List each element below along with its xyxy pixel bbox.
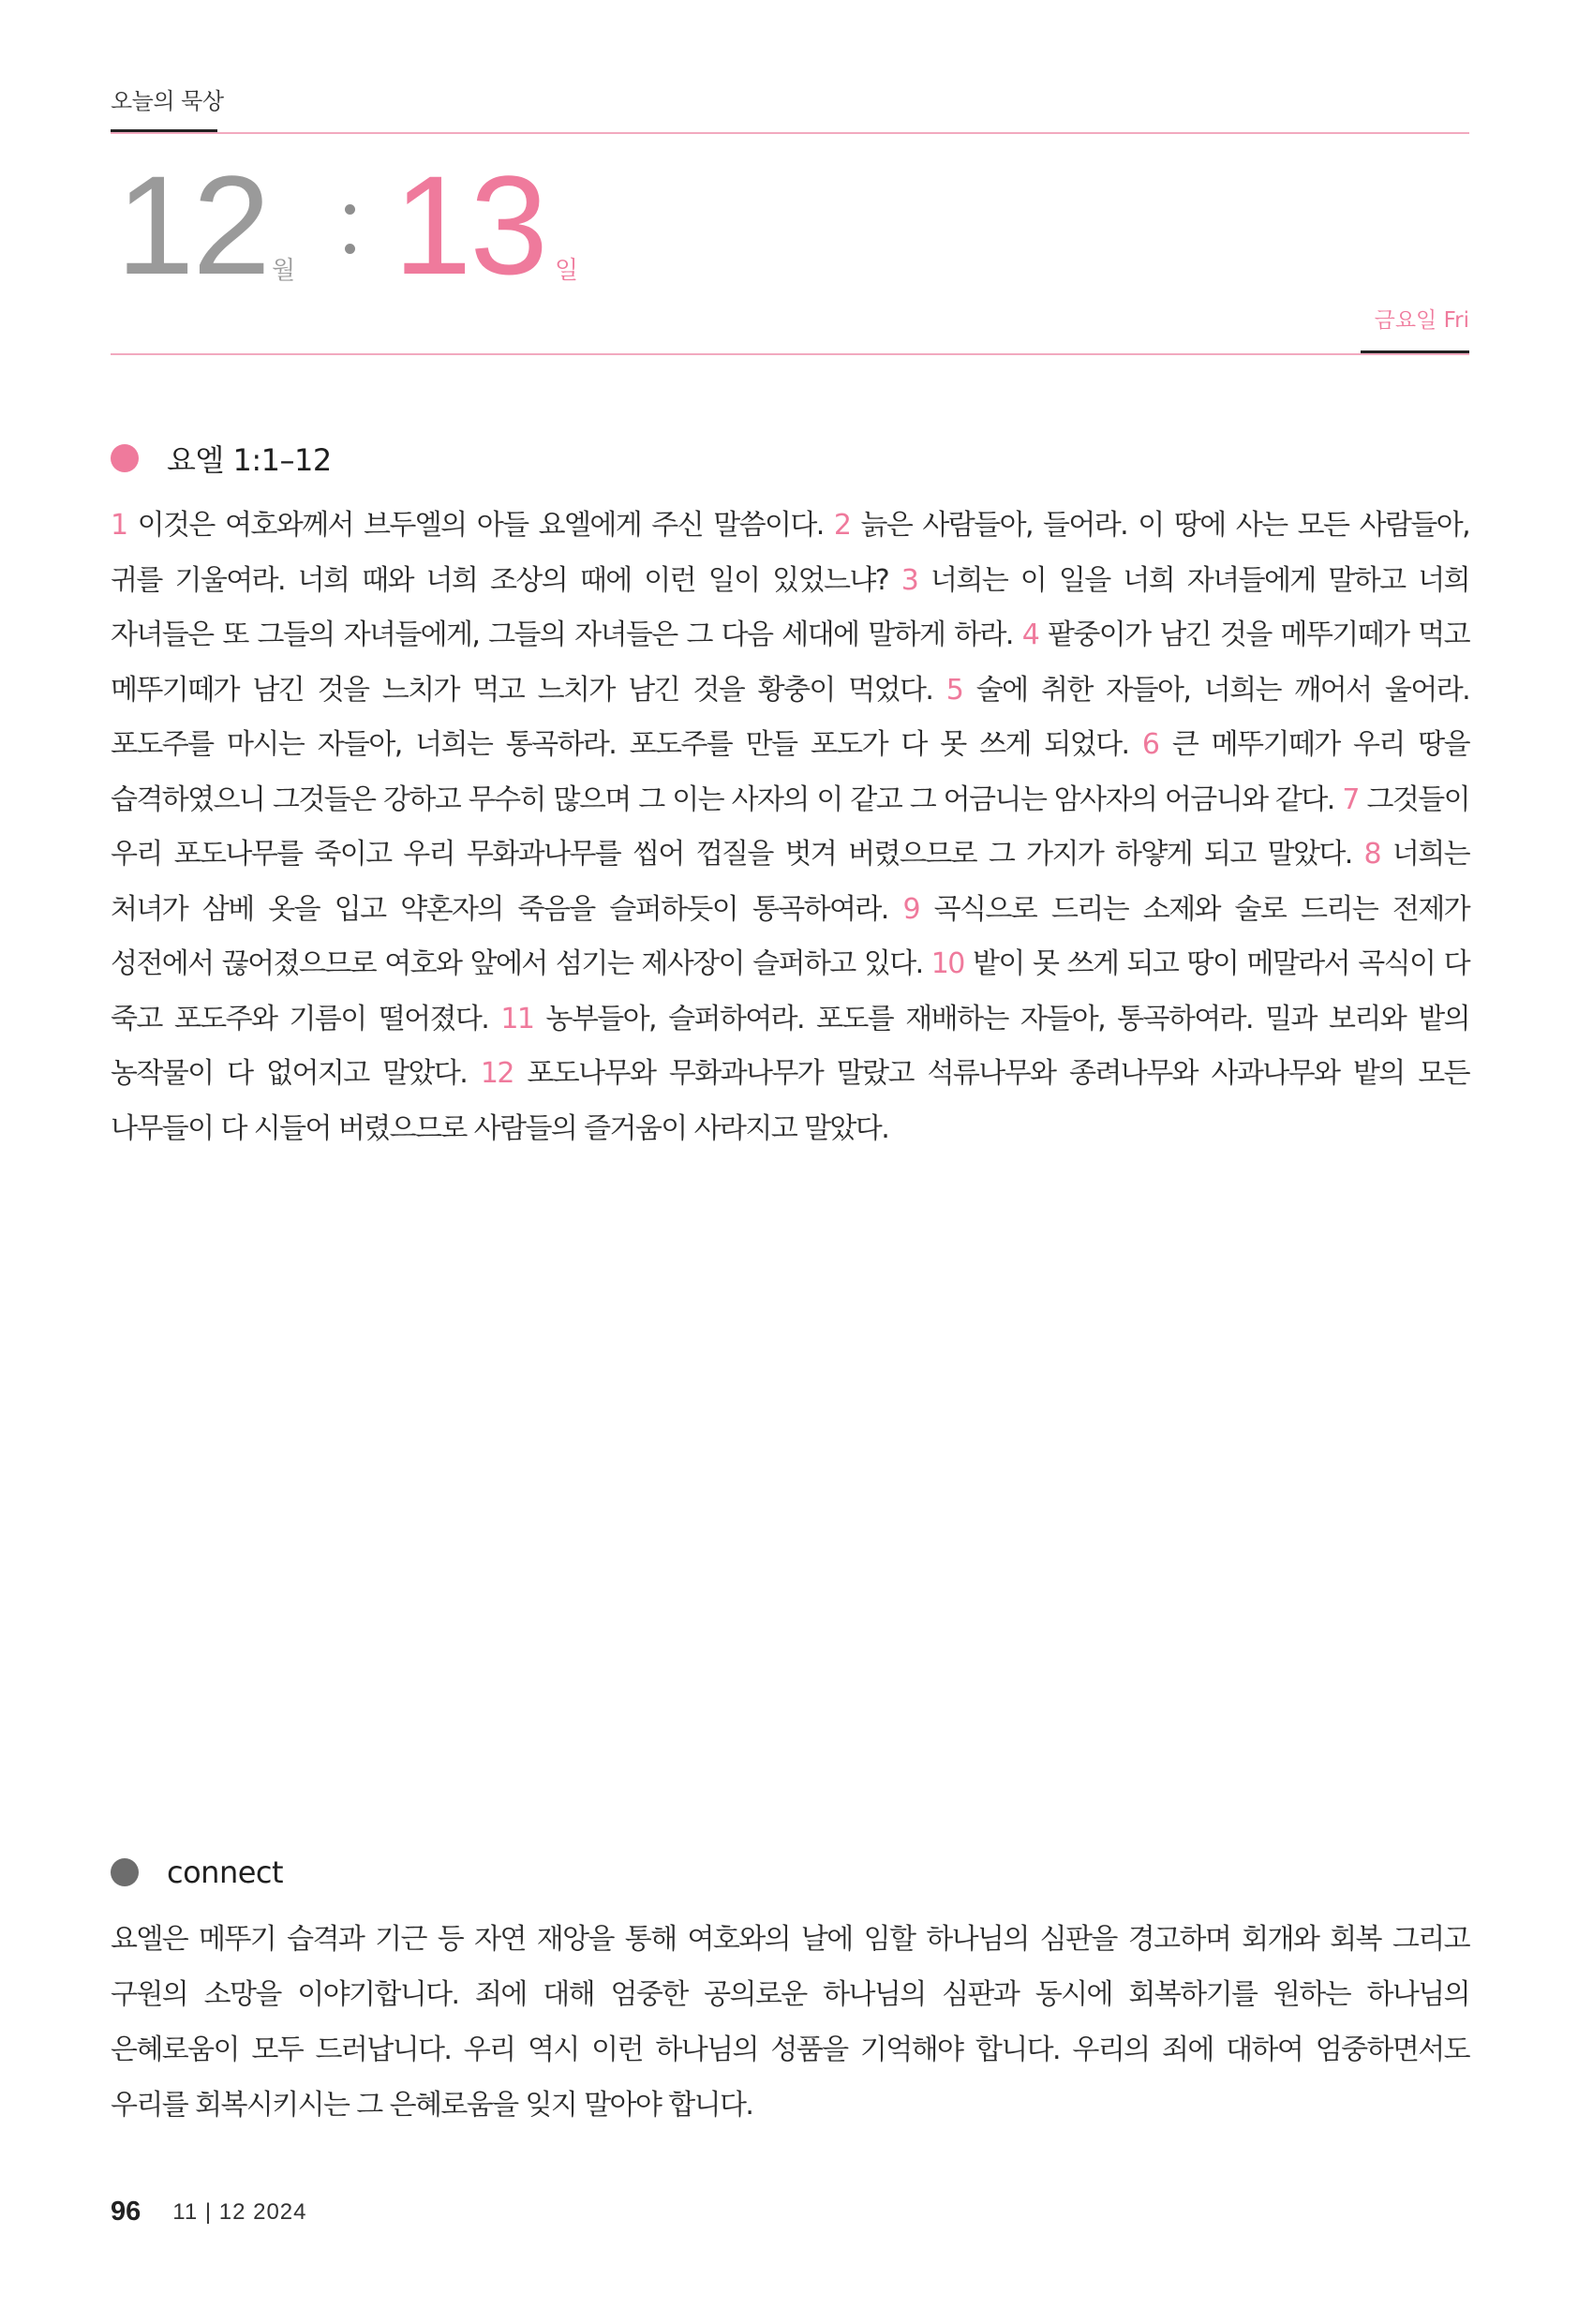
verse-text: 큰 메뚜기떼가 우리 땅을 습격하였으니 그것들은 강하고 무수히 많으며 그 이는 사자의 이 같고 그 어금니는 암사자의 어금니와 같다. <box>111 728 1470 816</box>
scripture-heading <box>111 437 332 480</box>
verse-number: 8 <box>1363 838 1381 871</box>
verse-text: 곡식으로 드리는 소제와 술로 드리는 전제가 성전에서 끊어졌으므로 여호와 앞에서 섬기는 제사장이 슬퍼하고 있다. <box>111 892 1469 980</box>
verse-number: 2 <box>833 509 851 542</box>
scripture-reference: 요엘 1:1–12 <box>167 442 332 478</box>
connect-heading <box>111 1855 283 1890</box>
issue-label: 11 | 12 2024 <box>172 2198 307 2225</box>
verse-number: 7 <box>1342 782 1359 816</box>
verse-number: 11 <box>500 1002 534 1035</box>
verse-number: 5 <box>945 673 963 707</box>
verse-text: 농부들아, 슬퍼하여라. 포도를 재배하는 자들아, 통곡하여라. 밀과 보리와 밭의 농작물이 다 없어지고 말았다. <box>111 1002 1469 1090</box>
verse-text: 팥중이가 남긴 것을 메뚜기떼가 먹고 메뚜기떼가 남긴 것을 느치가 먹고 느치가 남긴 것을 황충이 먹었다. <box>111 618 1470 707</box>
verse-text: 너희는 처녀가 삼베 옷을 입고 약혼자의 죽음을 슬퍼하듯이 통곡하여라. <box>111 838 1470 926</box>
date-display <box>111 146 954 304</box>
connect-body: 요엘은 메뚜기 습격과 기근 등 자연 재앙을 통해 여호와의 날에 임할 하나님의 심판을 경고하며 회개와 회복 그리고 구원의 소망을 이야기합니다. 죄에 대해 엄중한 공의로운 하나님의 심판과 동시에 회복하기를 원하는 하나님의 은혜로움이 모두 드러납니다. 우리 역시 이런 하나님의 성품을 기억해야 합니다. 우리의 죄에 대하여 엄중하면서도 우리를 회복시키시는 그 은혜로움을 잊지 말아야 합니다. <box>111 1923 1469 2122</box>
verse-text: 그것들이 우리 포도나무를 죽이고 우리 무화과나무를 씹어 껍질을 벗겨 버렸으므로 그 가지가 하얗게 되고 말았다. <box>111 782 1469 871</box>
date-colon <box>343 150 356 300</box>
month-unit: 월 <box>272 257 296 285</box>
verse-number: 1 <box>111 509 127 542</box>
verse-text: 밭이 못 쓰게 되고 땅이 메말라서 곡식이 다 죽고 포도주와 기름이 떨어졌다. <box>111 947 1470 1035</box>
verse-number: 10 <box>930 947 964 980</box>
header-divider <box>111 132 1469 134</box>
scripture-passage <box>111 499 1469 1156</box>
verse-text: 늙은 사람들아, 들어라. 이 땅에 사는 모든 사람들아, 귀를 기울여라. 너희 때와 너희 조상의 때에 이런 일이 있었느냐? <box>111 509 1470 597</box>
gray-bullet-icon <box>111 1858 139 1886</box>
pink-bullet-icon <box>111 444 139 472</box>
weekday-label: 금요일 Fri <box>1374 308 1469 333</box>
day-number: 13 <box>394 146 546 304</box>
verse-text: 포도나무와 무화과나무가 말랐고 석류나무와 종려나무와 사과나무와 밭의 모든 나무들이 다 시들어 버렸으므로 사람들의 즐거움이 사라지고 말았다. <box>111 1057 1470 1145</box>
verse-number: 12 <box>480 1057 514 1090</box>
page-footer <box>111 2197 307 2227</box>
month-number: 12 <box>116 146 269 304</box>
verse-number: 9 <box>902 892 919 926</box>
header-label: 오늘의 묵상 <box>111 88 224 114</box>
verse-number: 3 <box>901 563 918 597</box>
date-divider <box>111 353 1469 355</box>
day-unit: 일 <box>555 257 579 285</box>
page-number: 96 <box>111 2197 141 2227</box>
verse-text: 이것은 여호와께서 브두엘의 아들 요엘에게 주신 말씀이다. <box>137 509 824 542</box>
connect-title: connect <box>167 1855 284 1890</box>
verse-text: 너희는 이 일을 너희 자녀들에게 말하고 너희 자녀들은 또 그들의 자녀들에게, 그들의 자녀들은 그 다음 세대에 말하게 하라. <box>111 563 1470 651</box>
verse-number: 4 <box>1021 618 1039 651</box>
verse-number: 6 <box>1141 728 1159 761</box>
verse-text: 술에 취한 자들아, 너희는 깨어서 울어라. 포도주를 마시는 자들아, 너희는 통곡하라. 포도주를 만들 포도가 다 못 쓰게 되었다. <box>111 673 1470 761</box>
